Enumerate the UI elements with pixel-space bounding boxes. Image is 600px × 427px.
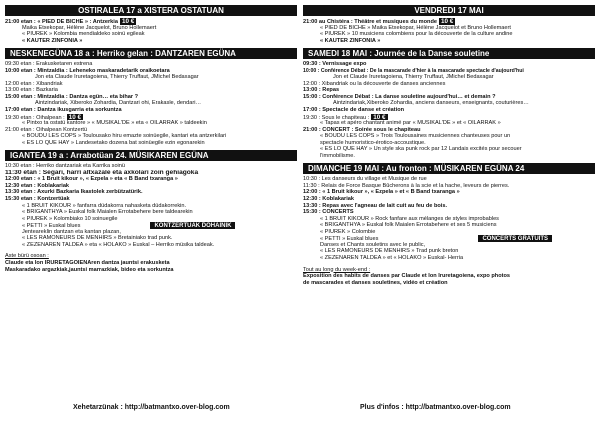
price-badge: 10 € [440,18,454,25]
weekend-note-line: Exposition des habits de danses par Claude et Ion Iruretagoiena, expo photos [303,273,511,280]
event-line: 13:00 etan : Bazkaria [5,87,58,94]
weekend-note-line: de mascarades et danses souletines, vidéo et création [303,279,448,286]
event-line: 21:00 etan : Oihalpean Kontzertü [5,126,88,133]
event-line: 12:30 : Koblakariak [303,196,354,203]
event-line: « BRIGANTHYA » Euskal folk Maialen Errotabehere et ses 5 musiciens [320,222,497,229]
event-line: 10:30 etan : Herriko dantzariak eta Karrika soinü [5,163,126,170]
event-line: « BOUDU LES COPS » Trois Toulousaines musiciennes chanteuses pour un [320,133,511,140]
event-line: 11:30 etan : Segari, harri altxazale eta axkolari zoin gehiagoka [5,169,199,176]
free-concerts-tag: CONCERTS GRATUITS [478,235,552,242]
event-line: 15:30 etan : Kontzertüak [5,196,70,203]
event-line: 12:00 etan : « 1 Bruit kikour », « Ezpela » eta « B Band txaranga » [5,176,178,183]
event-line: 15:30 : CONCERTS [303,209,354,216]
weekend-note-line: Maskaradako argazkiak,jauntsi marrazkiak, bideo eta sorkuntza [5,266,174,273]
event-line: 21:00 au Chistéra : Théâtre et musiques du monde 10 € [303,18,454,25]
event-line: « PIUREK » 10 musiciens colombiens pour la découverte de la culture andine [320,31,513,38]
event-line: « ZEZENAREN TALDEA » eta « HOLAKO » Euskal – Herriko müsika taldeak. [22,241,215,248]
event-line: 13:00 : Repas [303,87,340,94]
event-line: 12:00 : Xibandriak ou la découverte de danses anciennes [303,80,446,87]
event-line: « PIUREK » Kolombia mendialdeko soinü egileak [22,31,145,38]
event-line: Jon eta Claude Iruretagoiena, Thierry Truffaut, JMichel Bedaxagar [35,74,199,81]
event-line: « KAUTER ZINFONIA » [320,37,381,44]
event-line: « KAUTER ZINFONIA » [22,37,83,44]
event-line: 15:00 : Conférence Débat : La danse souletine aujourd'hui… et demain ? [303,93,496,100]
free-concerts-tag: KONTZERTUAK DOHAINIK [150,222,235,229]
price-badge: 10 € [68,113,81,121]
footer-link-eu[interactable]: Xehetarzünak : http://batmantxo.over-blog.com [73,404,230,411]
event-line: « Tapas et apéro chantant animé par « MUSIKAL'DE » et « OILARRAK » [320,120,501,127]
event-line: « Pintxo ta ostatü kantore » « MÜSIKAL'DE » eta « OILARRAK » taldeekin [22,120,207,127]
event-line: Jenteareklin dantzan eta kantan plazan, [22,228,121,235]
event-line: Maika Etxekopar, Hélène Jacquelot, Bruno Hollemaert [22,24,157,31]
event-line: « 1 BRUIT KIKOUR » Rock fanfare aux mélanges de styles improbables [320,215,499,222]
event-line: « PETTI » Euskal blues KONTZERTUAK DOHAINIK [5,222,297,229]
price-badge: 10 € [121,18,135,25]
event-line: 17:00 : Spectacle de danse et création [303,107,405,114]
section-header-saturday-eu: NESKENEGÜNA 18 a : Herriko gelan : DANTZAREN EGÜNA [5,48,297,59]
event-line: 09:30 etan : Erakusketaren estrena [5,61,93,68]
event-line: 12:00 : « 1 Bruit kikour », « Ezpela » et « B Band txaranga » [303,189,460,196]
section-header-sunday-eu: IGANTEA 19 a : Arrabotüan 24. MÜSIKAREN EGÜNA [5,150,297,161]
event-line: 19:30 : Sous le chapiteau : 10 € [303,113,386,121]
event-line: l'immobilisme. [320,152,355,159]
event-line: 21:00 etan : « PIED DE BICHE » : Antzerkia 10 € [5,18,135,25]
event-line: 21:00 : CONCERT : Soirée sous le chapiteau [303,126,421,133]
left-column [5,4,297,286]
event-line: « PIED DE BICHE » Maika Etxekopar, Hélène Jacquelot et Bruno Hollemaert [320,24,511,31]
event-line: 12:30 etan : Koblakariak [5,182,70,189]
weekend-note-heading: Tout au long du week-end : [303,266,371,273]
price-badge: 10 € [373,113,386,121]
event-line: 10:00 etan : Mintzaldia : Leheneko maskaradetarik oraikoetara [5,67,170,74]
event-line: « ES LO QUE HAY » Landesetako dozena bat soinüegile ezin egonarekin [22,139,205,146]
event-line: 10:30 : Les danseurs du village et Musique de rue [303,176,427,183]
section-header-saturday-fr: SAMEDI 18 MAI : Journée de la Danse souletine [303,48,595,59]
event-line: 11:30 : Relais de Force Basque Bûcherons à la scie et la hache, leveurs de pierres. [303,182,510,189]
event-line: « LES RAMONEURS DE MENHIRS » Trad punk breton [320,248,459,255]
event-line: Jon et Claude Iruretagoiena, Thierry Truffaut, JMichel Bedaxagar [333,74,494,81]
event-line: « PIUREK » Colombie [320,228,376,235]
event-line: Aintzindariak, Xiberoko Zohardia, Dantzari ohi, Erakasle, dendari… [35,100,202,107]
event-line: « PIUREK » Kolombiako 10 soinuegile [22,215,118,222]
event-line: « BRIGANTHYA » Euskal folk Maialen Errotabehere bere taldearekin [22,209,193,216]
event-line: Danses et Chants souletins avec le public, [320,241,426,248]
event-line: Aintzindariak,Xiberoko Zohardia, anciens danseurs, enseignants, couturières… [333,100,529,107]
event-line: 15:00 etan : Mintzaldia : Dantza egün… eta bihar ? [5,93,139,100]
weekend-note-heading: Aste bürü osoan : [5,253,49,260]
event-line: « ES LO QUE HAY » Un style ska punk rock par 12 Landais excités pour secouer [320,146,522,153]
event-line: 13:30 : Repas avec l'agneau de lait cuit au feu de bois. [303,202,448,209]
event-line: 13:30 etan : Axurki Bazkaria Ikastolek zerbützatürik. [5,189,143,196]
event-line: « LES RAMONEURS DE MENHIRS » Bretainiako trad punk. [22,235,173,242]
event-line: spectacle humoristico-érotico-accoustique. [320,139,426,146]
event-line: 19:30 etan : Oihalpean : 10 € [5,113,81,121]
section-header-friday-eu: OSTIRALEA 17 a XISTERA OSTATUAN [5,5,297,16]
event-line: « ZEZENAREN TALDEA » et « HOLAKO » Euskal- Herria [320,254,464,261]
weekend-note-line: Claude eta Ion IRURETAGOIENAren dantza jauntsi erakusketa [5,259,170,266]
event-line: « PETTI » Euskal blues CONCERTS GRATUITS [303,235,595,242]
footer-link-fr[interactable]: Plus d'infos : http://batmantxo.over-blog.com [360,404,511,411]
event-line: « 1 BRUIT KIKOUR » fanfarra düdakorra nahasketa düdakorrekin. [22,202,187,209]
event-line: 17:00 etan : Dantza ikusgarria eta sorkuntza [5,107,122,114]
event-line: 10:00 : Conférence Débat : De la mascarade d'hier à la mascarade spectacle d'aujourd'hui [303,67,524,74]
event-line: 09:30 : Vernissage expo [303,61,367,68]
section-header-friday-fr: VENDREDI 17 MAI [303,5,595,16]
section-header-sunday-fr: DIMANCHE 19 MAI : Au fronton : MÜSIKAREN EGÜNA 24 [303,163,595,174]
event-line: 12:00 etan : Xibandriak [5,80,63,87]
right-column [303,4,595,286]
event-line: « BOUDU LES COPS » Toulousako hiru emazte soinüegile, kantari eta antzerkilari [22,133,227,140]
